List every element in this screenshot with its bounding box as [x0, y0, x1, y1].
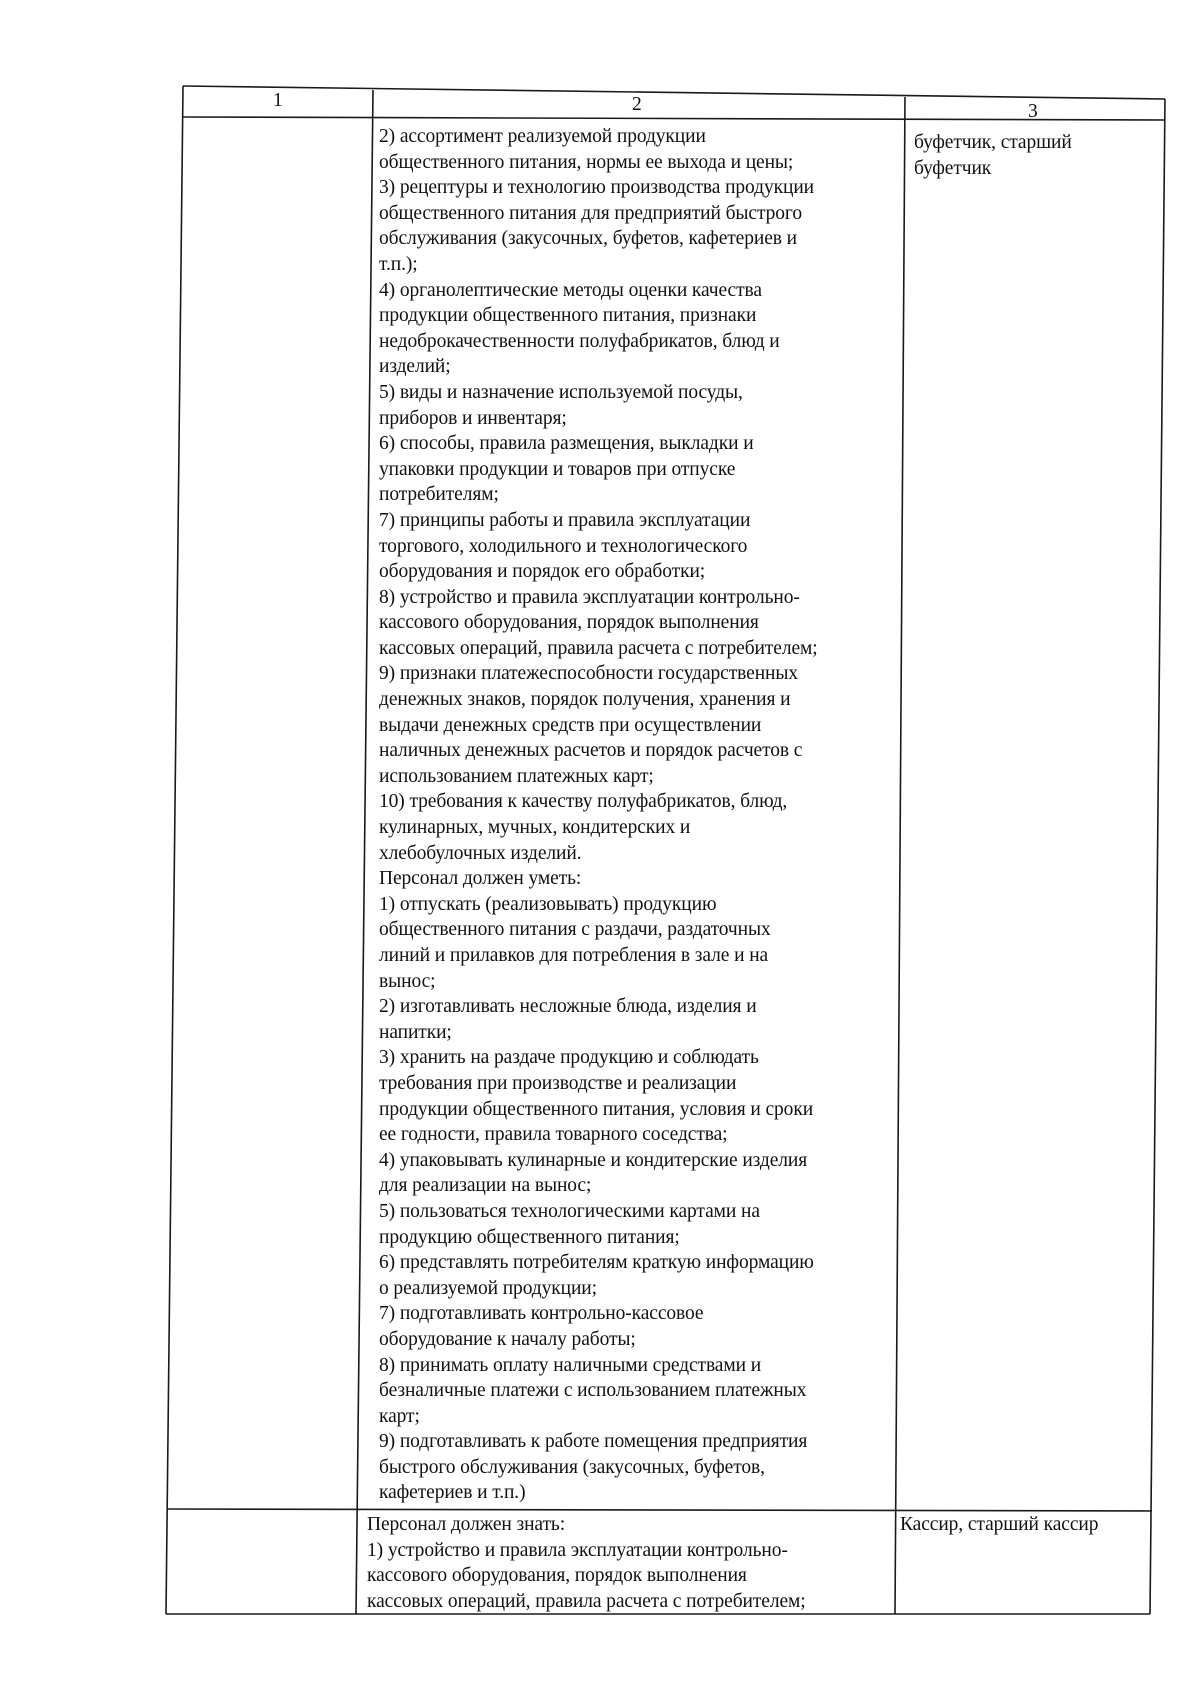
row1-position-text: буфетчик, старший буфетчик [914, 132, 1072, 179]
row2-requirements-text: Персонал должен знать: 1) устройство и правила эксплуатации контрольно- кассового оборудования, порядок выполнения кассовых операций, правила расчета с потребителем; [367, 1514, 806, 1612]
header-col-2: 2 [632, 94, 642, 115]
row2-position-text: Кассир, старший кассир [900, 1514, 1099, 1535]
header-col-1: 1 [273, 90, 283, 111]
header-col-3: 3 [1028, 101, 1038, 122]
row1-requirements-text: 2) ассортимент реализуемой продукции общественного питания, нормы ее выхода и цены; 3) рецептуры и технологию производства продукции общественного питания для предприятий быстрого обслуживания (закусочных, буфетов, кафетериев и т.п.); 4) органолептические методы оценки качества продукции общественного питания, признаки недоброкачественности полуфабрикатов, блюд и изделий; 5) виды и назначение используемой посуды, приборов и инвентаря; 6) способы, правила размещения, выкладки и упаковки продукции и товаров при отпуске потребителям; 7) принципы работы и правила эксплуатации торгового, холодильного и технологического оборудования и порядок его обработки; 8) устройство и правила эксплуатации контрольно- кассового оборудования, порядок выполнения кассовых операций, правила расчета с потребителем; 9) признаки платежеспособности государственных денежных знаков, порядок получения, хранения и выдачи денежных средств при осуществлении наличных денежных расчетов и порядок расчетов с использованием платежных карт; 10) требования к качеству полуфабрикатов, блюд, кулинарных, мучных, кондитерских и хлебобулочных изделий. Персонал должен уметь: 1) отпускать (реализовывать) продукцию общественного питания с раздачи, раздаточных линий и прилавков для потребления в зале и на вынос; 2) изготавливать несложные блюда, изделия и напитки; 3) хранить на раздаче продукцию и соблюдать требования при производстве и реализации продукции общественного питания, условия и сроки ее годности, правила товарного соседства; 4) упаковывать кулинарные и кондитерские изделия для реализации на вынос; 5) пользоваться технологическими картами на продукцию общественного питания; 6) представлять потребителям краткую информацию о реализуемой продукции; 7) подготавливать контрольно-кассовое оборудование к началу работы; 8) принимать оплату наличными средствами и безналичные платежи с использованием платежных карт; 9) подготавливать к работе помещения предприятия быстрого обслуживания (закусочных, буфетов, кафетериев и т.п.) [379, 126, 818, 1504]
